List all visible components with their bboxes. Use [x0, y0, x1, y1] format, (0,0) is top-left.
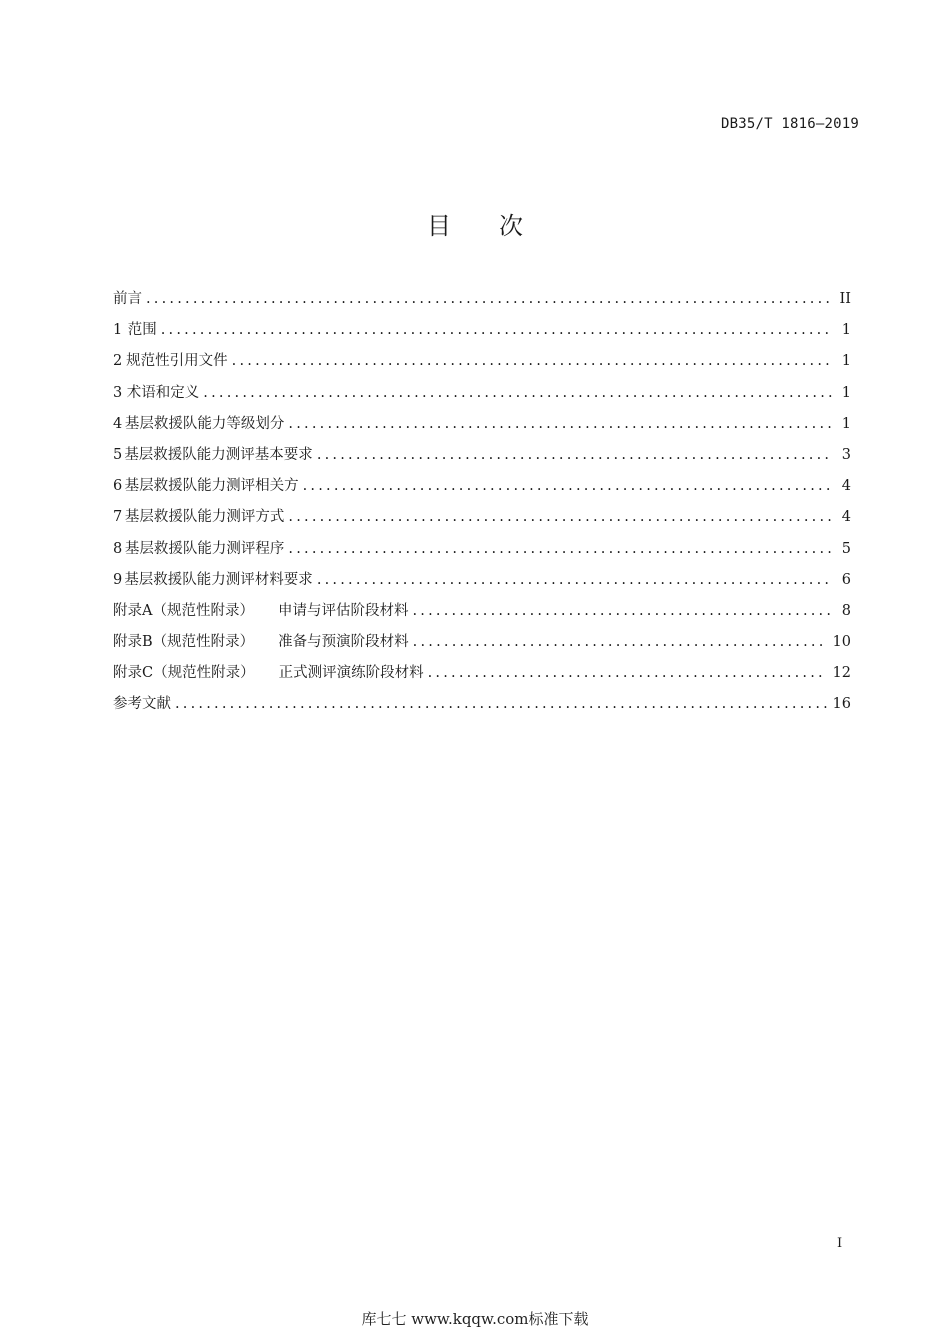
toc-entry-label: 基层救援队能力测评相关方 [124, 478, 299, 495]
toc-entry-number: 7 [113, 509, 123, 526]
toc-leader-dots [288, 416, 833, 432]
toc-entry-appendix-c[interactable] [113, 661, 851, 692]
toc-entry-6[interactable] [113, 474, 851, 505]
footer-watermark: 库七七 www.kqqw.com标准下载 [361, 1310, 589, 1328]
toc-leader-dots [146, 291, 833, 307]
table-of-contents [113, 287, 851, 724]
toc-leader-dots [317, 447, 833, 463]
toc-entry-page: 8 [841, 602, 851, 619]
toc-entry-number: 5 [113, 446, 123, 463]
toc-leader-dots [288, 509, 833, 525]
toc-entry-label: 范围 [127, 322, 157, 339]
toc-entry-number: 8 [113, 540, 123, 557]
toc-leader-dots [232, 353, 833, 369]
toc-entry-label: 规范性引用文件 [126, 353, 228, 370]
toc-entry-page: II [839, 291, 851, 307]
toc-leader-dots [412, 603, 833, 619]
toc-leader-dots [303, 478, 833, 494]
toc-entry-number: 2 [113, 353, 123, 370]
toc-entry-label: 基层救援队能力测评程序 [124, 540, 285, 557]
toc-entry-label: 参考文献 [113, 696, 171, 713]
toc-appendix-prefix: 附录B（规范性附录） [113, 634, 255, 651]
toc-entry-appendix-a[interactable] [113, 599, 851, 630]
title-char-2: 次 [499, 212, 523, 240]
toc-entry-page: 4 [841, 509, 851, 526]
toc-entry-number: 9 [113, 571, 123, 588]
page-title [0, 206, 950, 241]
toc-entry-page: 6 [841, 571, 851, 588]
toc-entry-3[interactable] [113, 381, 851, 412]
toc-entry-page: 1 [841, 322, 851, 339]
toc-entry-page: 4 [841, 478, 851, 495]
toc-appendix-title: 正式测评演练阶段材料 [278, 665, 424, 682]
toc-entry-page: 12 [832, 665, 851, 682]
toc-entry-page: 16 [832, 696, 851, 713]
toc-leader-dots [317, 572, 833, 588]
toc-entry-page: 5 [841, 540, 851, 557]
toc-entry-number: 6 [113, 478, 123, 495]
toc-entry-label: 基层救援队能力测评基本要求 [124, 446, 313, 463]
toc-entry-2[interactable] [113, 349, 851, 380]
toc-entry-number: 1 [113, 322, 123, 339]
toc-entry-page: 1 [841, 384, 851, 401]
toc-leader-dots [175, 696, 827, 712]
toc-entry-references[interactable] [113, 692, 851, 723]
toc-entry-number: 3 [113, 384, 123, 401]
toc-entry-label: 基层救援队能力测评材料要求 [124, 571, 313, 588]
toc-entry-page: 1 [841, 353, 851, 370]
toc-appendix-title: 准备与预演阶段材料 [278, 634, 409, 651]
toc-leader-dots [413, 634, 827, 650]
toc-entry-page: 10 [832, 634, 851, 651]
toc-leader-dots [288, 541, 833, 557]
toc-entry-appendix-b[interactable] [113, 630, 851, 661]
toc-leader-dots [161, 322, 833, 338]
toc-entry-4[interactable] [113, 412, 851, 443]
document-code: DB35/T 1816—2019 [720, 116, 859, 132]
toc-entry-number: 4 [113, 415, 123, 432]
toc-appendix-prefix: 附录C（规范性附录） [113, 665, 255, 682]
toc-entry-1[interactable] [113, 318, 851, 349]
toc-entry-label: 基层救援队能力等级划分 [124, 415, 285, 432]
toc-leader-dots [203, 385, 833, 401]
toc-leader-dots [428, 665, 827, 681]
toc-appendix-prefix: 附录A（规范性附录） [113, 602, 254, 619]
toc-entry-page: 3 [841, 446, 851, 463]
toc-entry-8[interactable] [113, 537, 851, 568]
toc-entry-7[interactable] [113, 505, 851, 536]
page-number: I [837, 1236, 843, 1251]
toc-entry-label: 基层救援队能力测评方式 [124, 509, 285, 526]
toc-entry-page: 1 [841, 415, 851, 432]
toc-entry-5[interactable] [113, 443, 851, 474]
title-char-1: 目 [427, 212, 451, 240]
toc-appendix-title: 申请与评估阶段材料 [277, 602, 409, 619]
toc-entry-label: 前言 [113, 291, 142, 307]
toc-entry-label: 术语和定义 [126, 384, 200, 401]
toc-entry-9[interactable] [113, 568, 851, 599]
toc-entry-foreword[interactable] [113, 287, 851, 318]
